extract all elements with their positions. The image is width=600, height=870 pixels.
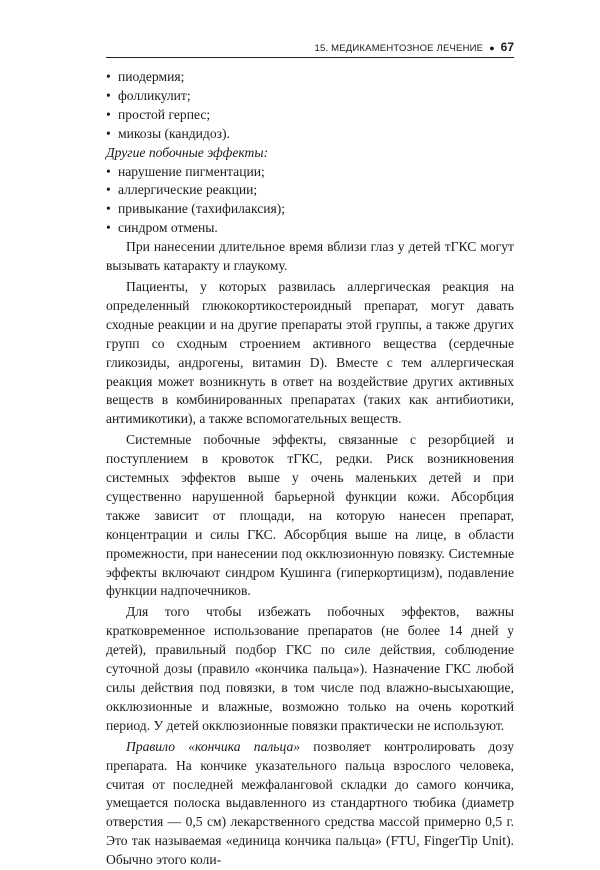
page-header [106, 40, 514, 58]
bullet-list-side-effects [106, 163, 514, 239]
list-item: • микозы (кандидоз). [106, 125, 514, 144]
paragraph-fingertip-rule [106, 738, 514, 870]
paragraph: При нанесении длительное время вблизи глаз у детей тГКС могут вызывать катаракту и глаукому. [106, 239, 514, 274]
paragraph: Для того чтобы избежать побочных эффектов, важны кратковременное использование препаратов (не более 14 дней у детей), правильный подбор ГКС по силе действия, соблюдение суточной дозы (правило «кончика пальца»). Назначение ГКС любой силы действия под повязки, в том числе под влажно-высыхающие, окклюзионные и влажные, возможно только на очень короткий период. У детей окклюзионные повязки практически не используют. [106, 604, 514, 733]
list-item: • привыкание (тахифилаксия); [106, 200, 514, 219]
paragraph: Пациенты, у которых развилась аллергическая реакция на определенный глюкокортикостероидный препарат, могут давать сходные реакции и на другие препараты этой группы, а также других групп со сходным строением активного вещества (сердечные гликозиды, андрогены, витамин D). Вместе с тем аллергическая реакция может возникнуть в ответ на воздействие других активных веществ в комбинированных препаратах (таких как антибиотики, антимикотики), а также вспомогательных веществ. [106, 278, 514, 427]
paragraph: Системные побочные эффекты, связанные с резорбцией и поступлением в кровоток тГКС, редки. Риск возникновения системных эффектов выше у очень маленьких детей и при существенно нарушенной барьерной функции кожи. Абсорбция также зависит от площади, на которую нанесен препарат, концентрации и силы ГКС. Абсорбция выше на лице, в области промежности, при нанесении под окклюзионную повязку. Системные эффекты включают синдром Кушинга (гиперкортицизм), подавление функции надпочечников. [106, 432, 514, 599]
list-item: • фолликулит; [106, 87, 514, 106]
list-item: • синдром отмены. [106, 219, 514, 238]
list-item: • аллергические реакции; [106, 181, 514, 200]
list-item: • пиодермия; [106, 68, 514, 87]
bullet-list-infections [106, 68, 514, 144]
separator-dot-icon: ● [489, 43, 495, 53]
list-item: • простой герпес; [106, 106, 514, 125]
running-head: 15. МЕДИКАМЕНТОЗНОЕ ЛЕЧЕНИЕ [314, 43, 484, 54]
paragraph-text: позволяет контролировать дозу препарата. На кончике указательного пальца взрослого человека, считая от последней межфаланговой складки до самого кончика, умещается полоска выдавленного из стандартного тюбика (диаметр отверстия — 0,5 см) лекарственного средства массой примерно 0,5 г. Это так называемая «единица кончика пальца» (FTU, FingerTip Unit). Обычно этого коли- [106, 738, 515, 868]
page-number: 67 [500, 40, 514, 54]
subheading: Другие побочные эффекты: [106, 144, 269, 160]
italic-term: Правило «кончика пальца» [126, 738, 301, 754]
list-item: • нарушение пигментации; [106, 163, 514, 182]
